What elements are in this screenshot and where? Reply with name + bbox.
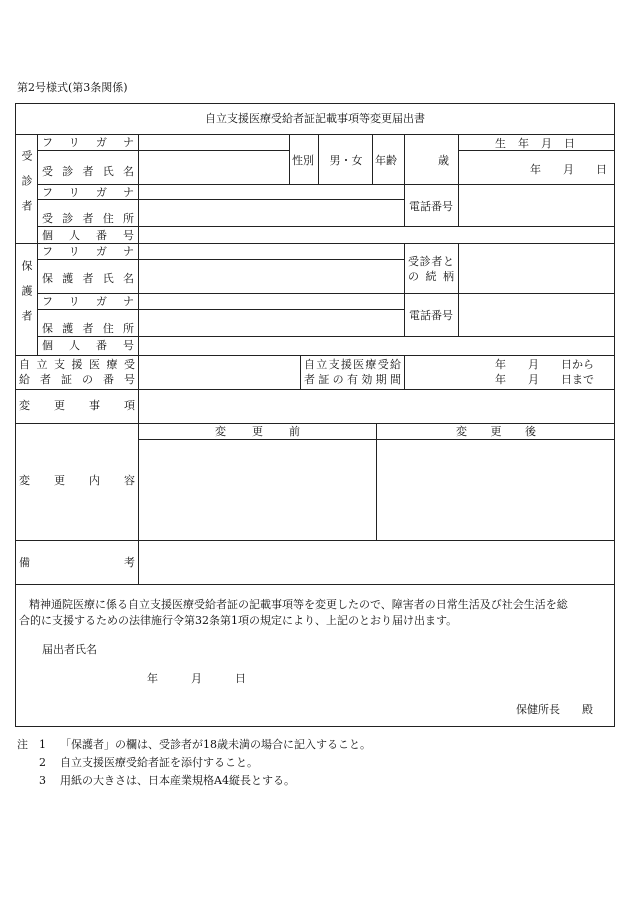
rule: [37, 134, 38, 355]
change-content-label: 変更内容: [19, 474, 135, 487]
note-text-1: 「保護者」の欄は、受診者が18歳未満の場合に記入すること。: [60, 738, 371, 751]
rule: [38, 309, 405, 310]
rule: [289, 134, 290, 184]
rule: [15, 540, 615, 541]
patient-phone-label: 電話番号: [409, 200, 453, 213]
after-label: 変更後: [456, 425, 536, 438]
rule: [404, 184, 405, 226]
relation-label-1: 受診者と: [408, 255, 454, 268]
rule: [372, 134, 373, 184]
rule: [15, 389, 615, 390]
sex-label: 性別: [292, 154, 314, 167]
guardian-name-label: 保護者氏名: [42, 272, 134, 285]
patient-furigana-label: フリガナ: [42, 136, 134, 149]
rule: [15, 355, 615, 356]
cert-number-label-1: 自立支援医療受: [19, 358, 135, 371]
note-text-3: 用紙の大きさは、日本産業規格A4縦長とする。: [60, 774, 295, 787]
remarks-label: 備考: [19, 556, 135, 569]
form-number: 第2号様式(第3条関係): [17, 81, 128, 94]
patient-id-label: 個人番号: [42, 229, 134, 242]
rule: [458, 184, 459, 226]
declaration-line-2: 合的に支援するための法律施行令第32条第1項の規定により、上記のとおり届け出ます。: [19, 614, 458, 627]
guardian-group-text: 保護者: [20, 260, 33, 335]
patient-name-label: 受診者氏名: [42, 165, 134, 178]
cert-number-label-2: 給者証の番号: [19, 373, 135, 386]
rule: [15, 584, 615, 585]
applicant-label: 届出者氏名: [42, 643, 97, 656]
guardian-id-label: 個人番号: [42, 339, 134, 352]
rule: [404, 134, 405, 184]
rule: [458, 134, 459, 184]
dob-label: 生年月日: [495, 137, 575, 150]
form-title: 自立支援医療受給者証記載事項等変更届出書: [205, 112, 425, 125]
guardian-furigana2-label: フリガナ: [42, 295, 134, 308]
age-unit: 歳: [438, 154, 449, 167]
patient-furigana2-label: フリガナ: [42, 186, 134, 199]
rule: [318, 134, 319, 184]
validity-label-2: 者証の有効期間: [304, 373, 401, 386]
rule: [376, 423, 377, 540]
note-num-3: 3: [39, 774, 46, 787]
rule: [38, 226, 615, 227]
rule: [15, 423, 615, 424]
patient-group-label: [17, 150, 36, 230]
note-num-2: 2: [39, 756, 46, 769]
guardian-group-label: [17, 260, 36, 340]
rule: [38, 150, 290, 151]
change-item-label: 変更事項: [19, 399, 135, 412]
rule: [38, 293, 615, 294]
age-label: 年齢: [375, 154, 397, 167]
rule: [404, 243, 405, 336]
guardian-phone-label: 電話番号: [409, 309, 453, 322]
rule: [138, 134, 139, 584]
validity-to: 年 月 日まで: [495, 373, 594, 386]
rule-title: [15, 134, 615, 135]
guardian-address-label: 保護者住所: [42, 322, 134, 335]
validity-label-1: 自立支援医療受給: [304, 358, 401, 371]
guardian-furigana-label: フリガナ: [42, 245, 134, 258]
declaration-date: 年 月 日: [147, 672, 246, 685]
sex-options: 男・女: [329, 154, 363, 167]
relation-label-2: の続柄: [408, 270, 454, 283]
validity-from: 年 月 日から: [495, 358, 594, 371]
patient-group-text: 受診者: [20, 150, 33, 225]
rule: [15, 243, 615, 244]
rule: [404, 355, 405, 389]
dob-format: 年 月 日: [530, 163, 607, 176]
declaration-line-1: 精神通院医療に係る自立支援医療受給者証の記載事項等を変更したので、障害者の日常生活及び社会生活を総: [29, 598, 568, 611]
rule: [38, 336, 615, 337]
rule: [38, 199, 405, 200]
rule: [458, 243, 459, 336]
note-text-2: 自立支援医療受給者証を添付すること。: [60, 756, 258, 769]
rule: [300, 355, 301, 389]
rule: [38, 259, 405, 260]
note-num-1: 1: [39, 738, 46, 751]
addressee: 保健所長 殿: [516, 703, 593, 716]
before-label: 変更前: [215, 425, 300, 438]
rule: [458, 150, 615, 151]
rule: [38, 184, 615, 185]
patient-address-label: 受診者住所: [42, 212, 134, 225]
notes-prefix: 注: [17, 738, 28, 751]
